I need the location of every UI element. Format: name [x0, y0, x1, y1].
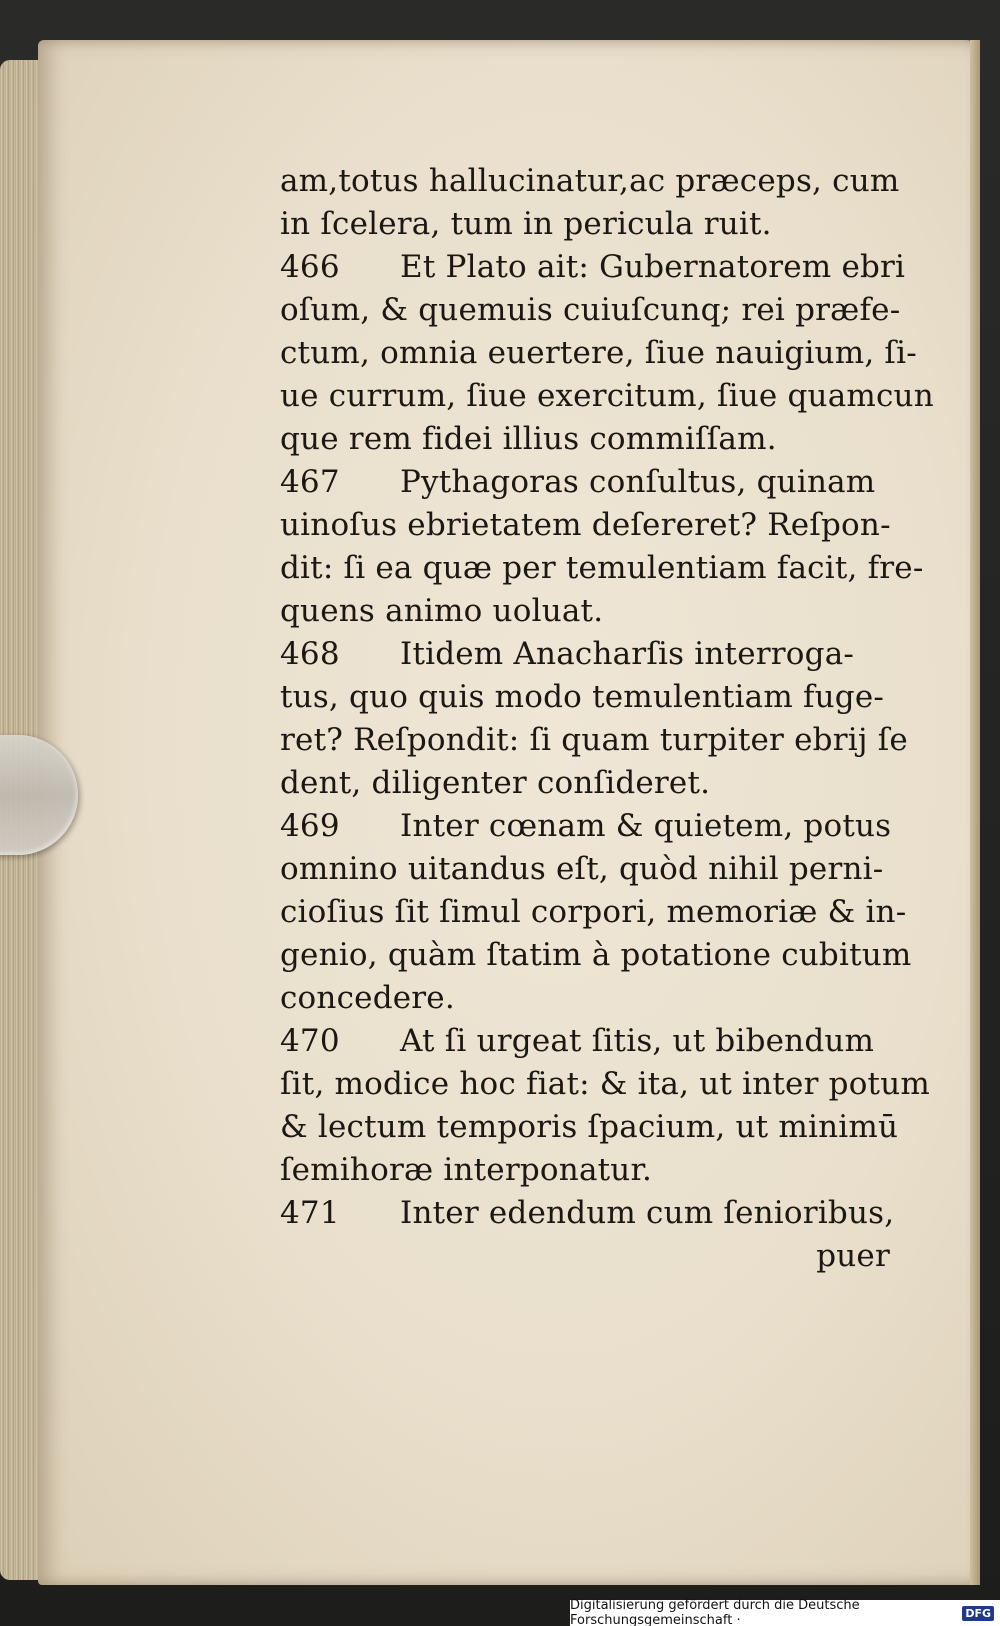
text-line	[280, 461, 930, 504]
text-line-content: Itidem Anacharſis interroga-	[400, 636, 855, 672]
text-line	[280, 1192, 930, 1235]
text-line: am,totus hallucinatur,ac præceps, cum	[280, 163, 900, 199]
text-line: ue currum, ſiue exercitum, ſiue quamcun	[280, 378, 934, 414]
dfg-logo: DFG	[962, 1606, 994, 1621]
text-line: ret? Reſpondit: ſi quam turpiter ebrij ſe	[280, 722, 908, 758]
credit-text: Digitalisierung gefördert durch die Deutsche Forschungsgemeinschaft ·	[570, 1598, 860, 1626]
text-line: ſit, modice hoc fiat: & ita, ut inter potum	[280, 1066, 930, 1102]
aphorism-number: 471	[280, 1195, 340, 1231]
text-line: cioſius ſit ſimul corpori, memoriæ & in-	[280, 894, 907, 930]
text-line: oſum, & quemuis cuiuſcunq; rei præfe-	[280, 292, 901, 328]
aphorism-number: 467	[280, 464, 340, 500]
text-line: dit: ſi ea quæ per temulentiam facit, fre-	[280, 550, 924, 586]
text-line: que rem fidei illius commiſſam.	[280, 421, 777, 457]
text-line: ſemihoræ interponatur.	[280, 1152, 653, 1188]
text-line: genio, quàm ſtatim à potatione cubitum	[280, 937, 912, 973]
text-line-content: At ſi urgeat ſitis, ut bibendum	[400, 1023, 875, 1059]
text-line-content: Pythagoras conſultus, quinam	[400, 464, 876, 500]
text-line: quens animo uoluat.	[280, 593, 604, 629]
text-line: concedere.	[280, 980, 455, 1016]
text-line-content: Inter cœnam & quietem, potus	[400, 808, 892, 844]
text-line: uinoſus ebrietatem deſereret? Reſpon-	[280, 507, 891, 543]
text-line: tus, quo quis modo temulentiam fuge-	[280, 679, 885, 715]
text-line: & lectum temporis ſpacium, ut minimū	[280, 1109, 899, 1145]
catchword: puer	[816, 1238, 890, 1274]
text-line-content: Inter edendum cum ſenioribus,	[400, 1195, 895, 1231]
text-line	[280, 805, 930, 848]
text-line-content: Et Plato ait: Gubernatorem ebri	[400, 249, 906, 285]
aphorism-number: 470	[280, 1023, 340, 1059]
page-fore-edge	[970, 40, 980, 1585]
aphorism-number: 469	[280, 808, 340, 844]
aphorism-number: 466	[280, 249, 340, 285]
text-line: omnino uitandus eſt, quòd nihil perni-	[280, 851, 884, 887]
text-line: ctum, omnia euertere, ſiue nauigium, ſi-	[280, 335, 917, 371]
text-line	[280, 1020, 930, 1063]
text-line: dent, diligenter conſideret.	[280, 765, 711, 801]
text-line	[280, 633, 930, 676]
digitization-credit-bar	[570, 1600, 1000, 1626]
text-line	[280, 246, 930, 289]
page-text	[280, 160, 934, 1278]
text-line: in ſcelera, tum in pericula ruit.	[280, 206, 772, 242]
aphorism-number: 468	[280, 636, 340, 672]
